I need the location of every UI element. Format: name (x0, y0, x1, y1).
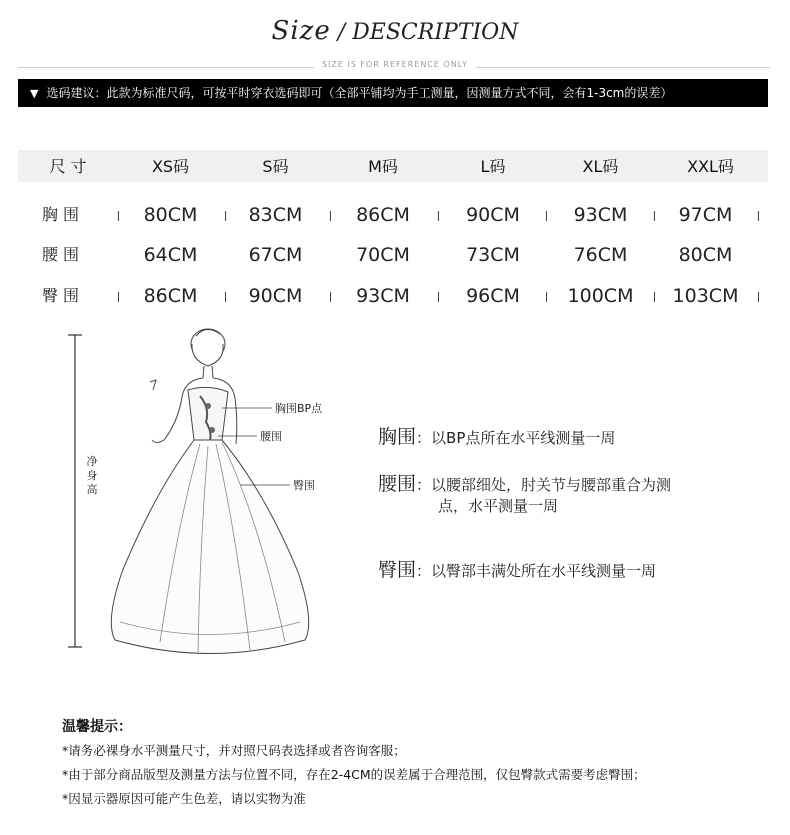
table-cell: 67CM (248, 244, 303, 266)
measure-bust-text: 以BP点所在水平线测量一周 (431, 429, 616, 447)
height-label-1: 净 (86, 455, 98, 468)
table-cell: 86CM (356, 204, 410, 226)
measure-waist-label: 腰围 (378, 473, 417, 495)
measure-hip-text: 以臀部丰满处所在水平线测量一周 (431, 562, 657, 580)
bust-point-label: 胸围BP点 (275, 402, 323, 415)
hip-point-label: 臀围 (293, 479, 315, 492)
table-cell: 90CM (248, 285, 303, 307)
row-label-bust: 胸 围 (41, 205, 80, 224)
row-label-hip: 臀 围 (41, 286, 80, 305)
table-row (18, 200, 768, 230)
tip-item: *因显示器原因可能产生色差，请以实物为准 (62, 791, 306, 806)
tip-item: *请务必裸身水平测量尺寸，并对照尺码表选择或者咨询客服； (62, 743, 406, 758)
table-cell: 103CM (672, 285, 739, 307)
measure-waist: 腰围：以腰部细处，肘关节与腰部重合为测 (378, 473, 672, 495)
tips-title: 温馨提示： (62, 719, 132, 735)
height-label-3: 高 (86, 483, 98, 496)
column-separator (758, 211, 759, 221)
table-cell: 100CM (567, 285, 634, 307)
header-size: 尺 寸 (49, 157, 87, 176)
triangle-down-icon: ▼ (30, 87, 39, 100)
height-label-2: 身 (86, 469, 98, 482)
title-main: Size (271, 16, 331, 46)
dress-figure-illustration (60, 322, 360, 667)
header-xs: XS码 (151, 157, 190, 176)
table-cell: 96CM (466, 285, 520, 307)
reference-note: SIZE IS FOR REFERENCE ONLY (0, 60, 790, 69)
table-cell: 86CM (143, 285, 198, 307)
measure-bust: 胸围：以BP点所在水平线测量一周 (378, 426, 616, 448)
table-cell: 97CM (678, 204, 733, 226)
title-sub: DESCRIPTION (352, 20, 519, 45)
header-xl: XL码 (582, 157, 619, 176)
table-cell: 73CM (466, 244, 520, 266)
table-cell: 93CM (573, 204, 628, 226)
column-separator (546, 211, 547, 221)
table-row (18, 240, 768, 270)
measure-hip-label: 臀围 (378, 559, 417, 581)
table-cell: 80CM (678, 244, 733, 266)
page-title (0, 16, 790, 46)
size-advice-text: 选码建议：此款为标准尺码，可按平时穿衣选码即可（全部平铺均为手工测量，因测量方式不同，会有1-3cm的误差） (46, 86, 673, 100)
waist-point-label: 腰围 (260, 430, 282, 443)
table-row (18, 281, 768, 311)
measure-waist-continued: 点，水平测量一周 (438, 497, 559, 515)
header-l: L码 (480, 157, 506, 176)
tip-item: *由于部分商品版型及测量方法与位置不同，存在2-4CM的误差属于合理范围，仅包臀款式需要考虑臀围； (62, 767, 646, 782)
table-cell: 80CM (143, 204, 198, 226)
table-cell: 76CM (573, 244, 628, 266)
title-separator: / (330, 20, 353, 45)
table-cell: 90CM (466, 204, 520, 226)
measure-hip: 臀围：以臀部丰满处所在水平线测量一周 (378, 559, 657, 581)
row-label-waist: 腰 围 (41, 245, 80, 264)
header-m: M码 (368, 157, 398, 176)
table-cell: 83CM (248, 204, 303, 226)
column-separator (758, 292, 759, 302)
table-cell: 93CM (356, 285, 410, 307)
measure-bust-label: 胸围 (378, 426, 417, 448)
measure-waist-text: 以腰部细处，肘关节与腰部重合为测 (431, 476, 672, 494)
header-s: S码 (262, 157, 289, 176)
size-advice-bar (18, 79, 768, 107)
header-xxl: XXL码 (687, 157, 734, 176)
size-table-header (18, 150, 768, 182)
table-cell: 70CM (356, 244, 410, 266)
column-separator (546, 292, 547, 302)
table-cell: 64CM (143, 244, 198, 266)
